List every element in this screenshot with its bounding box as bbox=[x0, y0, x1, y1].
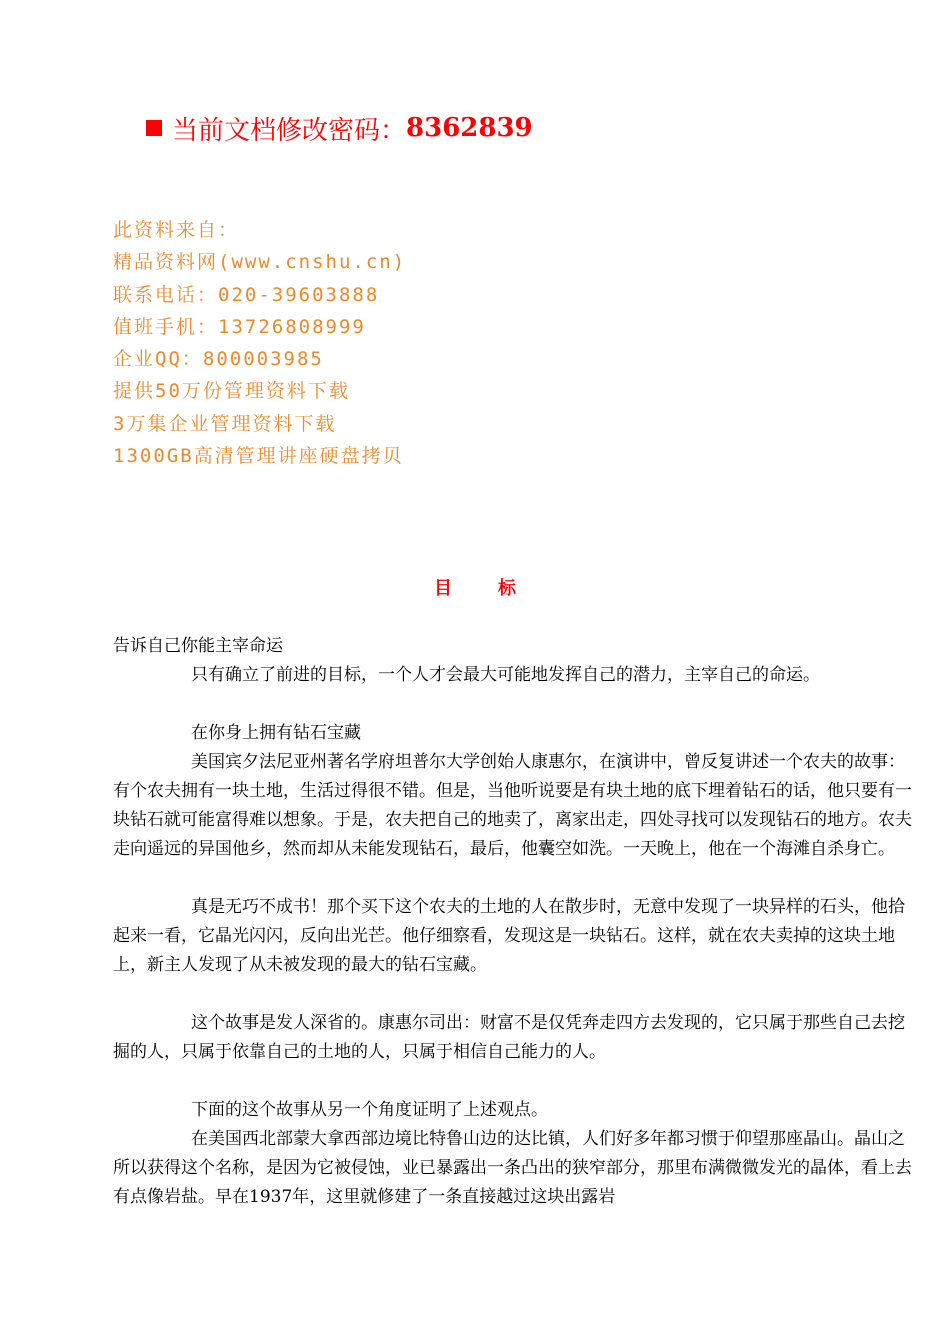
paragraph: 只有确立了前进的目标，一个人才会最大可能地发挥自己的潜力，主宰自己的命运。 bbox=[191, 665, 820, 685]
paragraph: 这个故事是发人深省的。康惠尔司出：财富不是仅凭奔走四方去发现的，它只属于那些自己去挖掘的人，只属于依靠自己的土地的人，只属于相信自己能力的人。 bbox=[113, 1013, 905, 1062]
source-info-line: 此资料来自： bbox=[113, 219, 240, 241]
paragraph: 真是无巧不成书！那个买下这个农夫的土地的人在散步时，无意中发现了一块异样的石头，他拾起来一看，它晶光闪闪，反向出光芒。他仔细察看，发现这是一块钻石。这样，就在农夫卖掉的这块土地上，新主人发现了从未被发现的最大的钻石宝藏。 bbox=[113, 897, 905, 975]
square-bullet-icon bbox=[146, 120, 162, 136]
password-value: 8362839 bbox=[406, 113, 533, 143]
section-heading: 在你身上拥有钻石宝藏 bbox=[191, 723, 361, 743]
document-title: 目标 bbox=[434, 578, 562, 599]
paragraph: 在美国西北部蒙大拿西部边境比特鲁山边的达比镇，人们好多年都习惯于仰望那座晶山。晶山之所以获得这个名称，是因为它被侵蚀，业已暴露出一条凸出的狭窄部分，那里布满微微发光的晶体，看上去有点像岩盐。早在1937年，这里就修建了一条直接越过这块出露岩 bbox=[113, 1129, 912, 1207]
source-info-line: 企业QQ：800003985 bbox=[113, 348, 324, 371]
source-info-line: 值班手机：13726808999 bbox=[113, 315, 366, 338]
paragraph: 下面的这个故事从另一个角度证明了上述观点。 bbox=[191, 1100, 548, 1120]
source-info-line: 3万集企业管理资料下载 bbox=[113, 412, 337, 435]
password-label: 当前文档修改密码： bbox=[172, 115, 407, 146]
source-info-line: 提供50万份管理资料下载 bbox=[113, 380, 350, 403]
document-body bbox=[113, 632, 913, 1212]
password-line bbox=[146, 110, 533, 146]
source-info bbox=[113, 214, 406, 472]
section-heading: 告诉自己你能主宰命运 bbox=[113, 636, 283, 656]
source-info-line: 1300GB高清管理讲座硬盘拷贝 bbox=[113, 445, 404, 468]
source-info-line: 精品资料网(www.cnshu.cn) bbox=[113, 251, 407, 274]
paragraph: 美国宾夕法尼亚州著名学府坦普尔大学创始人康惠尔，在演讲中，曾反复讲述一个农夫的故事：有个农夫拥有一块土地，生活过得很不错。但是，当他听说要是有块土地的底下埋着钻石的话，他只要有一块钻石就可能富得难以想象。于是，农夫把自己的地卖了，离家出走，四处寻找可以发现钻石的地方。农夫走向遥远的异国他乡，然而却从未能发现钻石，最后，他囊空如洗。一天晚上，他在一个海滩自杀身亡。 bbox=[113, 752, 912, 859]
source-info-line: 联系电话：020-39603888 bbox=[113, 283, 380, 306]
